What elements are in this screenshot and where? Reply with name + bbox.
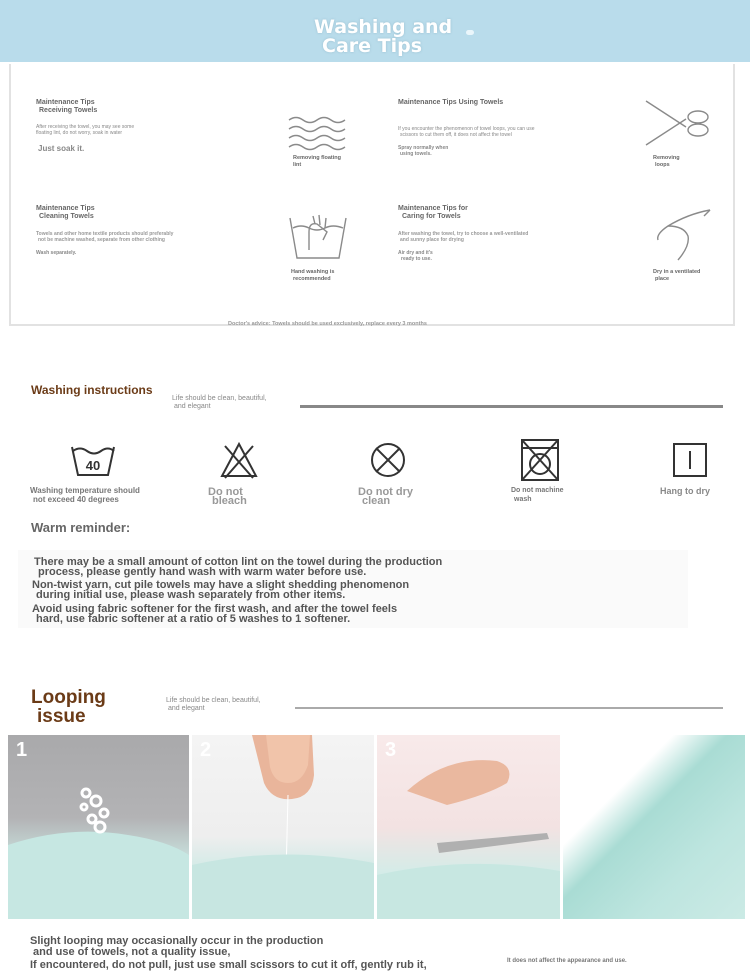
reminder-line: hard, use fabric softener at a ratio of 5 washes to 1 softener. <box>36 613 351 625</box>
tip-extra: Wash separately. <box>36 250 77 256</box>
looping-side-note: It does not affect the appearance and use. <box>507 958 627 964</box>
tip-caption: Removing loops <box>653 155 680 168</box>
reminder-line: Avoid using fabric softener for the first wash, and after the towel feels <box>32 603 398 615</box>
wash-temperature-label: 40 <box>85 458 101 473</box>
tip-title: Maintenance Tips Receiving Towels <box>36 99 98 114</box>
tip-using-towels <box>398 99 628 157</box>
tip-text: After receiving the towel, you may see some floating lint, do not worry, soak in water <box>36 124 135 136</box>
scissors-icon <box>642 97 714 149</box>
tip-text: If you encounter the phenomenon of towel loops, you can use scissors to cut them off, it does not affect the towel <box>398 126 535 138</box>
photo-number: 4 <box>571 739 583 761</box>
tip-caption: Hand washing is recommended <box>291 269 335 282</box>
wash-40-icon <box>70 441 116 479</box>
tip-extra: Spray normally when using towels. <box>398 145 449 157</box>
tip-title: Maintenance Tips for Caring for Towels <box>398 205 468 220</box>
tip-text: Towels and other home textile products should preferably not be machine washed, separate from other clothing <box>36 231 174 243</box>
tip-strong: Just soak it. <box>38 144 85 153</box>
no-bleach-icon <box>219 440 259 480</box>
photo-number: 1 <box>16 739 28 761</box>
looping-photo-4 <box>563 735 745 919</box>
washing-subtitle: Life should be clean, beautiful, and elegant <box>172 395 267 410</box>
looping-photo-3 <box>377 735 560 919</box>
reminder-line: during initial use, please wash separately from other items. <box>36 589 346 601</box>
looping-subtitle: Life should be clean, beautiful, and elegant <box>166 697 261 712</box>
no-machine-wash-caption: Do not machine wash <box>511 487 564 503</box>
washing-instructions-title: Washing instructions <box>31 383 153 397</box>
hanger-icon <box>648 206 714 264</box>
looping-photo-2 <box>192 735 374 919</box>
photo-number: 2 <box>200 739 212 761</box>
towel-loops-illustration <box>8 735 189 919</box>
page-title-line2: Care Tips <box>322 35 423 57</box>
tip-extra: Air dry and it's ready to use. <box>398 250 433 262</box>
page-title-line1: Washing and <box>314 16 453 38</box>
scissors-cutting-illustration <box>377 735 560 919</box>
tip-caption: Dry in a ventilated place <box>653 269 701 282</box>
photo-number: 3 <box>385 739 397 761</box>
tip-title: Maintenance Tips Using Towels <box>398 99 504 106</box>
doctor-advice: Doctor's advice: Towels should be used exclusively, replace every 3 months <box>228 321 427 327</box>
hang-dry-caption: Hang to dry <box>660 486 711 496</box>
waves-icon <box>287 114 349 154</box>
warm-reminder-title: Warm reminder: <box>31 520 131 535</box>
wash-temperature-caption: Washing temperature should not exceed 40 degrees <box>30 486 140 504</box>
hang-dry-icon <box>672 442 708 478</box>
banner-decoration <box>466 30 474 35</box>
reminder-line: There may be a small amount of cotton lint on the towel during the production <box>34 556 443 568</box>
fingers-illustration <box>192 735 374 919</box>
looping-note-line: Slight looping may occasionally occur in the production <box>30 935 324 947</box>
no-bleach-caption: Do not bleach <box>208 486 247 507</box>
looping-issue-title: Looping issue <box>31 687 106 727</box>
reminder-line: Non-twist yarn, cut pile towels may have a slight shedding phenomenon <box>32 579 410 591</box>
tip-cleaning-towels <box>36 205 276 256</box>
no-machine-wash-icon <box>518 436 562 484</box>
reminder-line: process, please gently hand wash with warm water before use. <box>38 566 367 578</box>
section-divider <box>295 707 723 709</box>
tip-caring-towels <box>398 205 638 262</box>
looping-note-line: If encountered, do not pull, just use small scissors to cut it off, gently rub it, <box>30 959 427 971</box>
no-dry-clean-caption: Do not dry clean <box>358 486 413 507</box>
section-divider <box>300 405 723 408</box>
tip-title: Maintenance Tips Cleaning Towels <box>36 205 95 220</box>
tip-text: After washing the towel, try to choose a well-ventilated and sunny place for drying <box>398 231 529 243</box>
looping-note-line: and use of towels, not a quality issue, <box>33 946 231 958</box>
tip-receiving-towels <box>36 99 266 153</box>
tip-caption: Removing floating lint <box>293 155 341 168</box>
hand-wash-icon <box>287 210 349 264</box>
no-dry-clean-icon <box>368 440 408 480</box>
header-banner <box>0 0 750 62</box>
looping-photo-1 <box>8 735 189 919</box>
page-title <box>314 18 452 56</box>
